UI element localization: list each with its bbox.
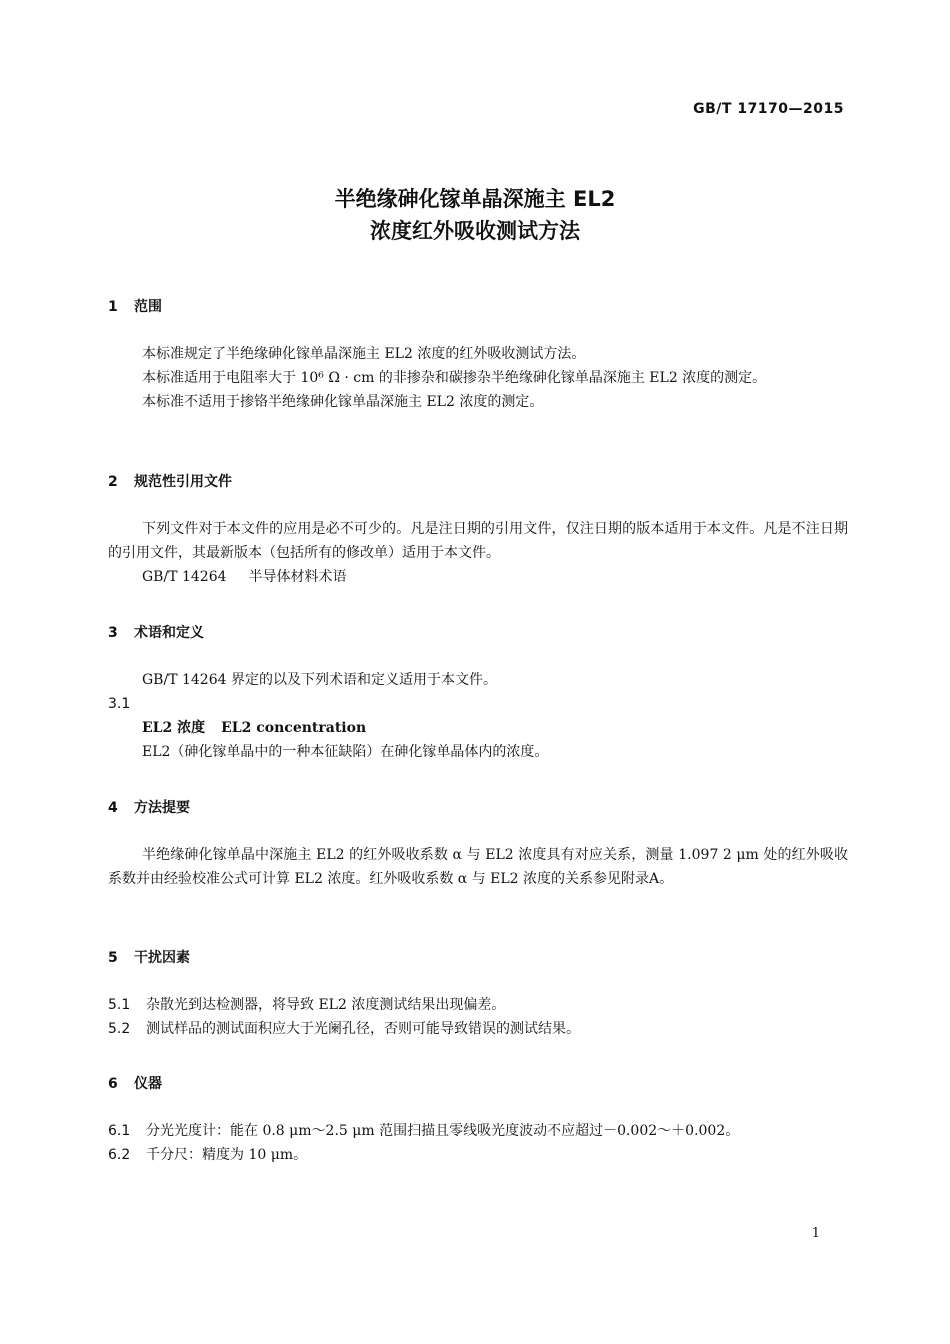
list-item: 5.2 测试样品的测试面积应大于光阑孔径，否则可能导致错误的测试结果。 [108,1021,580,1037]
paragraph: 本标准不适用于掺铬半绝缘砷化镓单晶深施主 EL2 浓度的测定。 [142,394,544,410]
list-item: 5.1 杂散光到达检测器，将导致 EL2 浓度测试结果出现偏差。 [108,997,506,1013]
paragraph: 半绝缘砷化镓单晶中深施主 EL2 的红外吸收系数 α 与 EL2 浓度具有对应关系，测量 1.097 2 μm 处的红外吸收系数并由经验校准公式可计算 EL2 浓度。红外吸收系数 α 与 EL2 浓度的关系参见附录A。 [108,847,848,887]
section-heading: 6 仪器 [108,1076,162,1092]
title-line-1: 半绝缘砷化镓单晶深施主 EL2 [334,187,616,211]
term-name: EL2 浓度 EL2 concentration [142,720,367,736]
list-item: 6.1 分光光度计：能在 0.8 μm～2.5 μm 范围扫描且零线吸光度波动不应超过－0.002～＋0.002。 [108,1123,740,1139]
section-scope [108,297,848,414]
section-normative-references [108,472,848,589]
paragraph: GB/T 14264 界定的以及下列术语和定义适用于本文件。 [142,672,497,688]
paragraph: 本标准适用于电阻率大于 10⁶ Ω · cm 的非掺杂和碳掺杂半绝缘砷化镓单晶深施主 EL2 浓度的测定。 [142,370,767,386]
section-heading: 5 干扰因素 [108,950,190,966]
page-number: 1 [811,1226,820,1241]
document-title [0,183,950,247]
paragraph: 下列文件对于本文件的应用是必不可少的。凡是注日期的引用文件，仅注日期的版本适用于本文件。凡是不注日期的引用文件，其最新版本（包括所有的修改单）适用于本文件。 [108,521,848,561]
section-method-summary [108,798,848,891]
section-interference [108,948,848,1041]
title-line-2: 浓度红外吸收测试方法 [370,219,580,243]
paragraph: 本标准规定了半绝缘砷化镓单晶深施主 EL2 浓度的红外吸收测试方法。 [142,346,586,362]
section-heading: 1 范围 [108,299,162,315]
section-terms-definitions [108,623,848,764]
section-heading: 2 规范性引用文件 [108,474,232,490]
reference-entry: GB/T 14264 半导体材料术语 [142,569,347,585]
section-heading: 3 术语和定义 [108,625,204,641]
list-item: 6.2 千分尺：精度为 10 μm。 [108,1147,308,1163]
term-definition: EL2（砷化镓单晶中的一种本征缺陷）在砷化镓单晶体内的浓度。 [142,744,549,760]
section-heading: 4 方法提要 [108,800,190,816]
section-apparatus [108,1074,848,1167]
standard-code: GB/T 17170—2015 [693,101,844,117]
term-number: 3.1 [108,696,131,712]
